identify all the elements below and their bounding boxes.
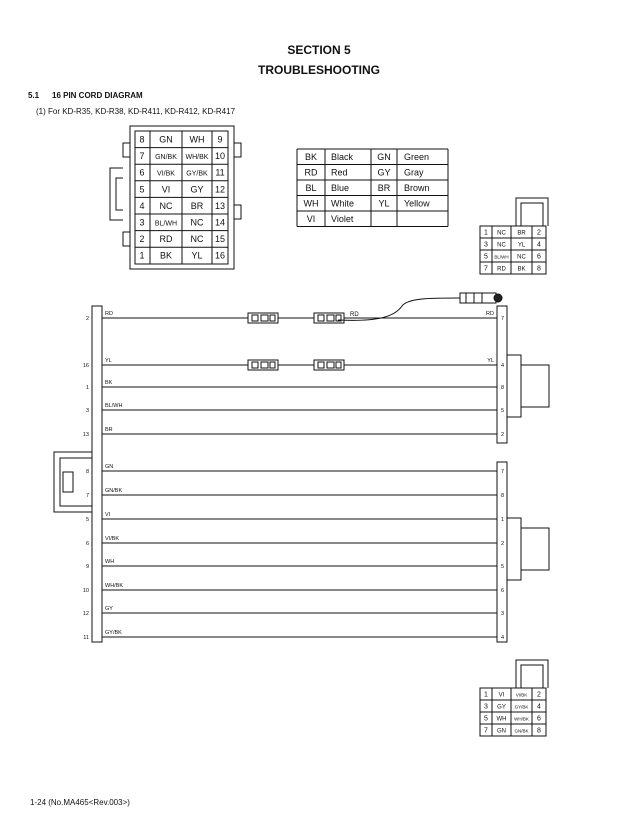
wire-color-code: BL/WH: [154, 220, 178, 228]
section-heading: SECTION 5: [287, 43, 351, 57]
right-pin-number: 7: [501, 316, 505, 322]
pin-number: 3: [139, 217, 145, 228]
pin-number: 14: [214, 217, 226, 228]
wire-label: GY/BK: [105, 630, 122, 636]
left-pin-number: 3: [85, 408, 89, 414]
wire-label: BR: [105, 427, 113, 433]
left-pin-number: 7: [85, 493, 89, 499]
wire-color-code: WH: [496, 716, 507, 723]
pin-number: 5: [139, 184, 145, 195]
wire-color-code: GY/BK: [186, 170, 208, 178]
wiring-frame: [54, 306, 549, 642]
wire-color-code: VI: [498, 692, 505, 699]
right-pin-number: 5: [501, 408, 505, 414]
pin-number: 7: [139, 151, 145, 162]
right-pin-number: 4: [501, 363, 505, 369]
wire-color-code: NC: [159, 200, 173, 211]
wire-color-code: GN/BK: [514, 728, 529, 734]
connector-upper-8pin: [480, 198, 548, 274]
wire-label: WH: [105, 559, 115, 565]
pin-number: 9: [217, 134, 223, 145]
legend-code: GN: [377, 152, 391, 162]
wire-color-code: VI/BK: [515, 692, 528, 698]
pin-number: 1: [139, 250, 145, 261]
pin-number: 1: [484, 229, 488, 237]
wire-color-code: VI: [161, 184, 171, 195]
wire-color-code: VI/BK: [157, 170, 175, 178]
pin-number: 8: [139, 134, 145, 145]
branch-wire-label: RD: [350, 312, 359, 318]
left-pin-number: 13: [82, 432, 89, 438]
left-pin-number: 9: [85, 564, 89, 570]
left-pin-number: 1: [85, 385, 89, 391]
pin-number: 5: [484, 715, 488, 723]
inline-connector: [314, 360, 344, 370]
model-subtitle: (1) For KD-R35, KD-R38, KD-R411, KD-R412, KD-R417: [36, 107, 236, 116]
wire-set: [83, 311, 504, 641]
wire-color-code: GY: [497, 704, 506, 711]
wire-color-code: BK: [517, 266, 526, 273]
right-pin-number: 6: [501, 588, 505, 594]
inline-connector: [314, 313, 344, 323]
right-pin-number: 2: [501, 541, 505, 547]
wire-color-code: BL/WH: [494, 254, 509, 260]
wire-color-code: NC: [517, 254, 526, 261]
pin-number: 11: [215, 167, 225, 178]
legend-code: YL: [378, 198, 390, 209]
right-pin-number: 4: [501, 635, 505, 641]
wire-color-code: BK: [159, 250, 173, 261]
wire-color-code: NC: [190, 234, 204, 245]
color-legend-table: [297, 149, 448, 227]
pin-number: 2: [139, 234, 145, 245]
wire-label: RD: [105, 311, 113, 317]
wire-color-code: WH/BK: [514, 716, 529, 722]
pin-number: 1: [484, 691, 488, 699]
wire-color-code: GN/BK: [155, 154, 177, 162]
wire-color-code: NC: [190, 217, 204, 228]
right-pin-number: 3: [501, 611, 505, 617]
pin-number: 4: [537, 703, 541, 711]
right-pin-number: 5: [501, 564, 505, 570]
pin-number: 7: [484, 727, 488, 735]
pin-number: 16: [214, 250, 226, 261]
left-pin-number: 16: [82, 363, 89, 369]
legend-color-name: White: [331, 198, 355, 209]
section-title: 16 PIN CORD DIAGRAM: [52, 91, 143, 100]
pin-number: 15: [214, 234, 226, 245]
pin-number: 10: [214, 151, 226, 162]
wire-color-code: NC: [497, 242, 506, 249]
wire-color-code: GN: [159, 134, 173, 145]
wire-label: BK: [105, 380, 113, 386]
left-pin-number: 5: [85, 517, 89, 523]
wire-label: GN: [105, 464, 114, 470]
legend-color-name: Violet: [331, 214, 354, 224]
left-pin-number: 6: [85, 541, 89, 547]
right-pin-number: 1: [501, 517, 505, 523]
connector-16pin: [110, 126, 241, 269]
wire-label: WH/BK: [105, 583, 124, 589]
wire-color-code: GY: [190, 184, 204, 195]
legend-code: BK: [304, 152, 318, 162]
wire-color-code: GY/BK: [514, 704, 529, 710]
pin-number: 6: [537, 715, 541, 723]
wire-label: VI/BK: [105, 536, 120, 542]
pin-number: 8: [537, 265, 541, 273]
connector-lower-8pin: [480, 660, 548, 736]
inline-connector: [248, 313, 278, 323]
wire-color-code: WH: [189, 134, 205, 145]
legend-code: GY: [377, 167, 391, 178]
legend-color-name: Gray: [404, 167, 424, 178]
pin-number: 7: [484, 265, 488, 273]
right-pin-number: 2: [501, 432, 505, 438]
pin-number: 3: [484, 241, 488, 249]
wire-label: VI: [105, 512, 111, 518]
left-pin-number: 11: [83, 635, 89, 641]
wire-color-code: BR: [190, 200, 204, 211]
legend-code: BR: [377, 183, 391, 193]
wire-label: BL/WH: [105, 403, 123, 409]
wire-color-code: RD: [497, 266, 506, 273]
pin-number: 2: [537, 229, 541, 237]
fuse-branch: [338, 293, 505, 322]
wire-color-code: GN: [497, 728, 506, 735]
legend-color-name: Black: [331, 152, 354, 162]
right-pin-number: 8: [501, 493, 505, 499]
wire-label-right: YL: [487, 358, 494, 364]
pin-number: 5: [484, 253, 488, 261]
left-pin-number: 8: [85, 469, 89, 475]
pin-number: 4: [139, 200, 145, 211]
page-title: TROUBLESHOOTING: [258, 63, 380, 77]
wire-color-code: BR: [517, 230, 526, 237]
pin-number: 4: [537, 241, 541, 249]
legend-code: RD: [304, 167, 318, 178]
legend-color-name: Red: [331, 167, 348, 178]
wire-label: GN/BK: [105, 488, 123, 494]
left-pin-number: 2: [85, 316, 89, 322]
pin-number: 12: [214, 184, 226, 195]
wire-label-right: RD: [486, 311, 494, 317]
legend-color-name: Blue: [331, 183, 350, 193]
legend-code: VI: [306, 214, 316, 224]
left-pin-number: 12: [82, 611, 89, 617]
wire-label: YL: [105, 358, 112, 364]
legend-color-name: Brown: [404, 183, 430, 193]
wire-color-code: RD: [159, 234, 173, 245]
wire-label: GY: [105, 606, 113, 612]
right-pin-number: 8: [501, 385, 505, 391]
page-footer: 1-24 (No.MA465<Rev.003>): [30, 798, 130, 807]
pin-number: 8: [537, 727, 541, 735]
legend-color-name: Green: [404, 152, 430, 162]
pin-number: 6: [537, 253, 541, 261]
pin-number: 2: [537, 691, 541, 699]
legend-code: WH: [303, 198, 319, 209]
wire-color-code: WH/BK: [185, 154, 209, 162]
pin-number: 3: [484, 703, 488, 711]
legend-color-name: Yellow: [404, 198, 430, 209]
wire-color-code: NC: [497, 230, 506, 237]
wire-color-code: YL: [517, 242, 526, 249]
legend-code: BL: [305, 183, 317, 193]
pin-number: 6: [139, 167, 145, 178]
inline-connector: [248, 360, 278, 370]
wire-color-code: YL: [191, 250, 203, 261]
left-pin-number: 10: [82, 588, 89, 594]
pin-number: 13: [214, 200, 226, 211]
section-number: 5.1: [28, 91, 40, 100]
right-pin-number: 7: [501, 469, 505, 475]
